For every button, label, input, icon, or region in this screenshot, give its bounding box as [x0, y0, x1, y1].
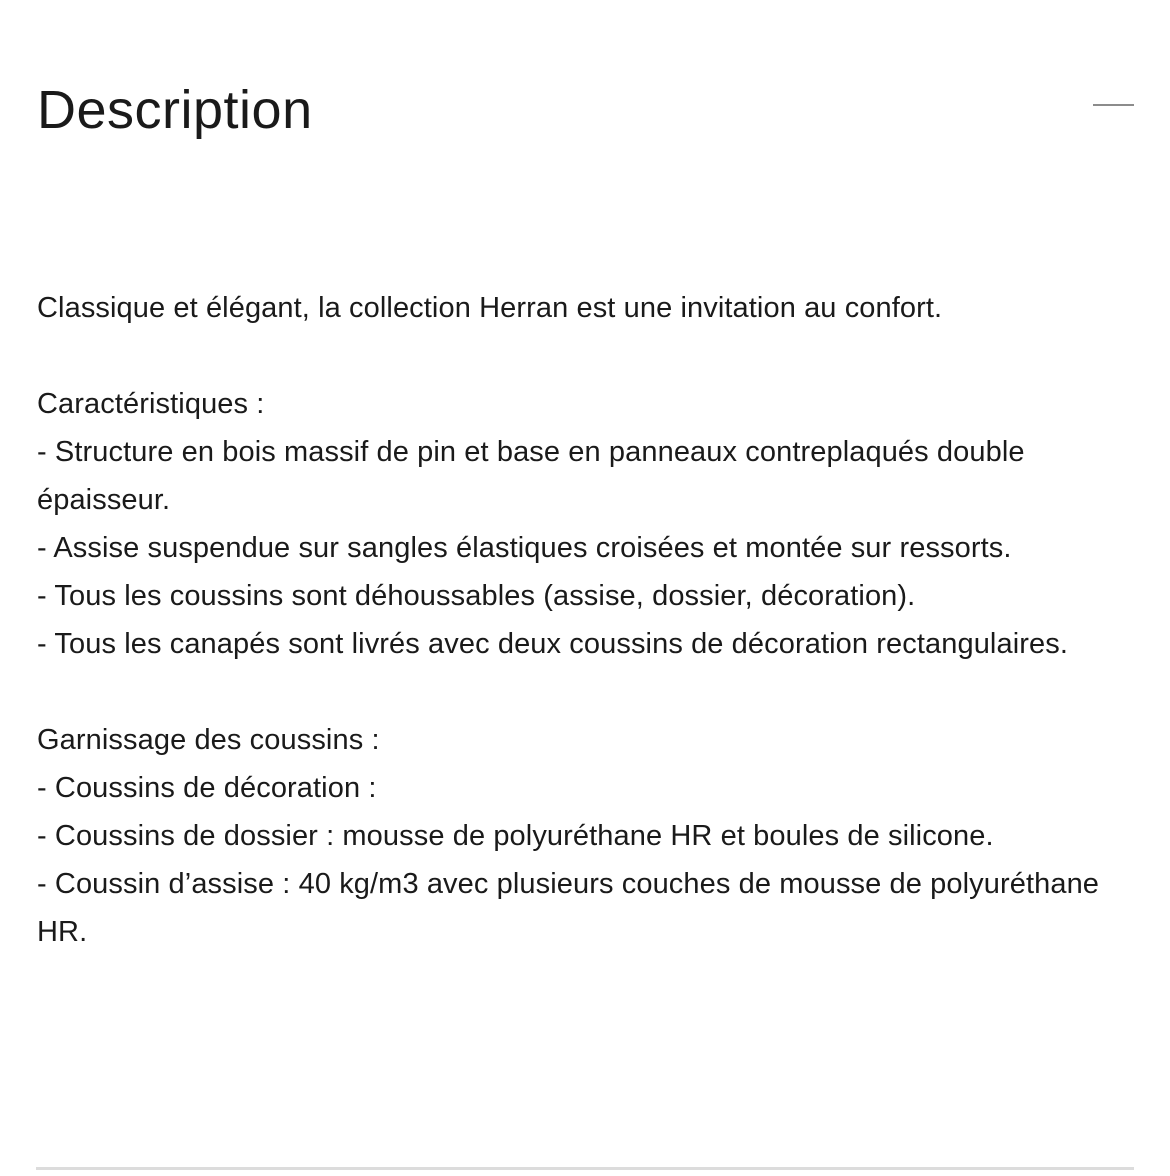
minus-icon[interactable] — [1093, 104, 1134, 106]
description-accordion — [37, 0, 1134, 1176]
section-divider — [36, 1167, 1134, 1170]
filling-item: - Coussins de dossier : mousse de polyuréthane HR et boules de silicone. — [37, 820, 994, 852]
filling-heading: Garnissage des coussins : — [37, 724, 380, 756]
description-accordion-header[interactable] — [37, 70, 1134, 150]
feature-item: - Tous les canapés sont livrés avec deux coussins de décoration rectangulaires. — [37, 628, 1068, 660]
features-heading: Caractéristiques : — [37, 388, 265, 420]
spacer — [37, 668, 1134, 716]
filling-item: - Coussins de décoration : — [37, 772, 377, 804]
description-body — [37, 284, 1134, 956]
feature-item: - Structure en bois massif de pin et base en panneaux contreplaqués double épaisseur. — [37, 436, 1025, 516]
spacer — [37, 332, 1134, 380]
intro-text: Classique et élégant, la collection Herran est une invitation au confort. — [37, 292, 943, 324]
feature-item: - Tous les coussins sont déhoussables (assise, dossier, décoration). — [37, 580, 916, 612]
filling-item: - Coussin d’assise : 40 kg/m3 avec plusieurs couches de mousse de polyuréthane HR. — [37, 868, 1100, 948]
feature-item: - Assise suspendue sur sangles élastiques croisées et montée sur ressorts. — [37, 532, 1012, 564]
section-title: Description — [37, 80, 313, 140]
